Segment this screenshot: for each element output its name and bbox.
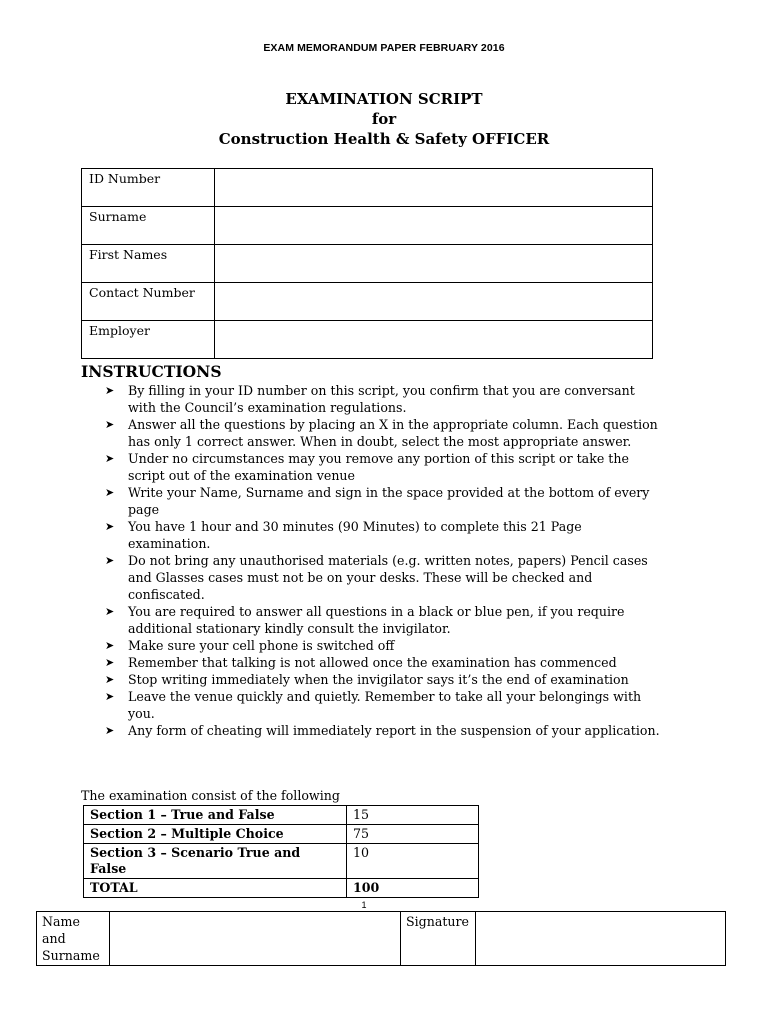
list-item xyxy=(105,637,665,654)
list-item xyxy=(105,484,665,518)
name-surname-field[interactable] xyxy=(110,912,401,966)
list-item xyxy=(105,552,665,603)
table-row xyxy=(82,283,653,321)
list-item xyxy=(105,518,665,552)
table-row xyxy=(82,169,653,207)
list-item xyxy=(105,603,665,637)
instructions-list xyxy=(105,382,665,739)
contact-number-label: Contact Number xyxy=(82,283,215,321)
table-row xyxy=(82,207,653,245)
footer-signature-table xyxy=(36,911,726,966)
employer-field[interactable] xyxy=(215,321,653,359)
table-row xyxy=(82,245,653,283)
instruction-text: Remember that talking is not allowed once the examination has commenced xyxy=(128,655,617,670)
arrowhead-bullet-icon: ➤ xyxy=(105,690,115,703)
list-item xyxy=(105,654,665,671)
section-name: Section 1 – True and False xyxy=(84,806,347,825)
signature-label: Signature xyxy=(401,912,476,966)
list-item xyxy=(105,671,665,688)
arrowhead-bullet-icon: ➤ xyxy=(105,554,115,567)
document-title xyxy=(0,89,768,149)
instruction-text: Leave the venue quickly and quietly. Remember to take all your belongings with you. xyxy=(128,689,642,721)
instruction-text: You are required to answer all questions in a black or blue pen, if you require additional stationary kindly consult the invigilator. xyxy=(128,604,625,636)
surname-field[interactable] xyxy=(215,207,653,245)
instruction-text: Make sure your cell phone is switched off xyxy=(128,638,395,653)
instruction-text: Stop writing immediately when the invigilator says it’s the end of examination xyxy=(128,672,629,687)
arrowhead-bullet-icon: ➤ xyxy=(105,673,115,686)
signature-field[interactable] xyxy=(476,912,726,966)
table-row xyxy=(84,825,479,844)
arrowhead-bullet-icon: ➤ xyxy=(105,656,115,669)
instruction-text: By filling in your ID number on this script, you confirm that you are conversant with the Council’s examination regulations. xyxy=(128,383,635,415)
surname-label: Surname xyxy=(82,207,215,245)
id-number-label: ID Number xyxy=(82,169,215,207)
first-names-label: First Names xyxy=(82,245,215,283)
arrowhead-bullet-icon: ➤ xyxy=(105,605,115,618)
list-item xyxy=(105,688,665,722)
arrowhead-bullet-icon: ➤ xyxy=(105,520,115,533)
instruction-text: Under no circumstances may you remove any portion of this script or take the script out of the examination venue xyxy=(128,451,629,483)
arrowhead-bullet-icon: ➤ xyxy=(105,724,115,737)
instruction-text: Answer all the questions by placing an X in the appropriate column. Each question has only 1 correct answer. When in doubt, select the most appropriate answer. xyxy=(128,417,658,449)
instruction-text: Do not bring any unauthorised materials (e.g. written notes, papers) Pencil cases and Glasses cases must not be on your desks. These will be checked and confiscated. xyxy=(128,553,648,602)
table-row xyxy=(82,321,653,359)
section-name: Section 2 – Multiple Choice xyxy=(84,825,347,844)
id-number-field[interactable] xyxy=(215,169,653,207)
list-item xyxy=(105,450,665,484)
page-number: 1 xyxy=(361,900,367,910)
table-row xyxy=(37,912,726,966)
arrowhead-bullet-icon: ➤ xyxy=(105,384,115,397)
list-item xyxy=(105,416,665,450)
list-item xyxy=(105,722,665,739)
exam-sections-table xyxy=(83,805,479,898)
section-marks: 10 xyxy=(347,844,479,879)
list-item xyxy=(105,382,665,416)
total-marks: 100 xyxy=(347,879,479,898)
candidate-details-table xyxy=(81,168,653,359)
table-row xyxy=(84,844,479,879)
arrowhead-bullet-icon: ➤ xyxy=(105,486,115,499)
section-marks: 75 xyxy=(347,825,479,844)
first-names-field[interactable] xyxy=(215,245,653,283)
name-surname-label: Name and Surname xyxy=(37,912,110,966)
contact-number-field[interactable] xyxy=(215,283,653,321)
instruction-text: You have 1 hour and 30 minutes (90 Minutes) to complete this 21 Page examination. xyxy=(128,519,582,551)
title-line-2: for xyxy=(371,110,397,128)
arrowhead-bullet-icon: ➤ xyxy=(105,452,115,465)
instruction-text: Write your Name, Surname and sign in the space provided at the bottom of every page xyxy=(128,485,650,517)
instruction-text: Any form of cheating will immediately report in the suspension of your application. xyxy=(128,723,660,738)
table-row xyxy=(84,806,479,825)
exam-structure-intro: The examination consist of the following xyxy=(81,788,340,803)
title-line-3: Construction Health & Safety OFFICER xyxy=(218,130,550,148)
table-row xyxy=(84,879,479,898)
instructions-heading: INSTRUCTIONS xyxy=(81,362,222,381)
section-name: Section 3 – Scenario True and False xyxy=(84,844,347,879)
total-label: TOTAL xyxy=(84,879,347,898)
arrowhead-bullet-icon: ➤ xyxy=(105,639,115,652)
employer-label: Employer xyxy=(82,321,215,359)
title-line-1: EXAMINATION SCRIPT xyxy=(285,90,483,108)
page-header: EXAM MEMORANDUM PAPER FEBRUARY 2016 xyxy=(263,42,505,54)
section-marks: 15 xyxy=(347,806,479,825)
arrowhead-bullet-icon: ➤ xyxy=(105,418,115,431)
